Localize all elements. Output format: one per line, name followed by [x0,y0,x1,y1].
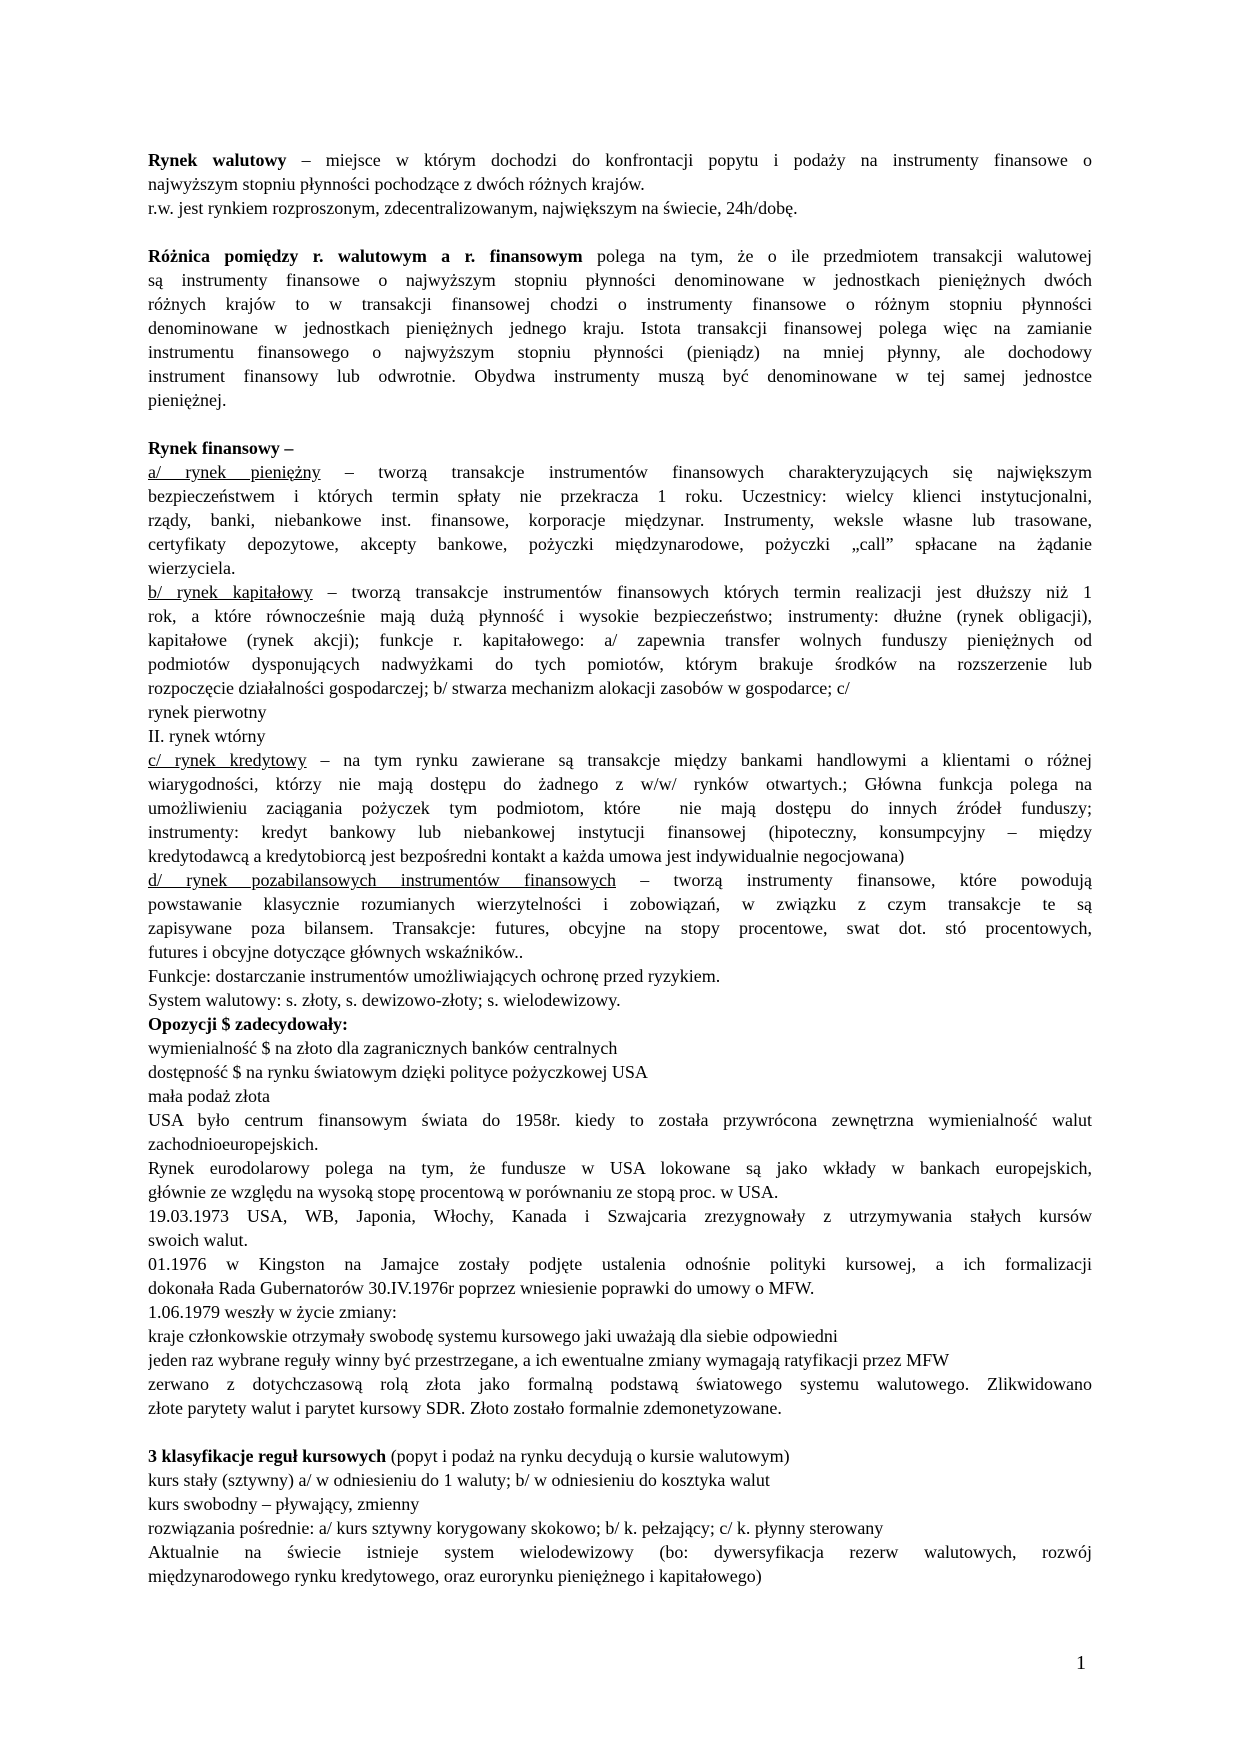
body-text: instrumenty: kredyt bankowy lub niebankowej instytucji finansowej (hipoteczny, konsumpcyjny – między [148,822,1092,842]
text-line [148,244,1092,268]
text-line [148,1372,1092,1396]
text-line [148,1180,1092,1204]
text-line [148,532,1092,556]
body-text: 1.06.1979 weszły w życie zmiany: [148,1302,397,1322]
body-text: – tworzą transakcje instrumentów finansowych których termin realizacji jest dłuższy niż 1 [312,582,1092,602]
body-text: zachodnioeuropejskich. [148,1134,319,1154]
body-text: kapitałowe (rynek akcji); funkcje r. kapitałowego: a/ zapewnia transfer wolnych funduszy pieniężnych od [148,630,1092,650]
text-line [148,844,1092,868]
text-line [148,1204,1092,1228]
text-line [148,988,1092,1012]
body-text: kurs swobodny – pływający, zmienny [148,1494,420,1514]
text-line [148,1036,1092,1060]
text-line [148,1060,1092,1084]
text-line [148,820,1092,844]
text-line [148,1468,1092,1492]
body-text: zerwano z dotychczasową rolą złota jako formalną podstawą światowego systemu walutowego. Zlikwidowano [148,1374,1092,1394]
body-text: rozpoczęcie działalności gospodarczej; b/ stwarza mechanizm alokacji zasobów w gospodarce; c/ [148,678,850,698]
body-text: wymienialność $ na złoto dla zagranicznych banków centralnych [148,1038,618,1058]
text-line [148,892,1092,916]
text-line [148,364,1092,388]
body-text: II. rynek wtórny [148,726,266,746]
text-line [148,1324,1092,1348]
text-line [148,1564,1092,1588]
text-line [148,316,1092,340]
text-line [148,604,1092,628]
blank-line [148,220,1092,244]
body-text: (popyt i podaż na rynku decydują o kursie walutowym) [386,1446,790,1466]
body-text: wierzyciela. [148,558,236,578]
underlined-term-text: a/ rynek pieniężny [148,462,321,482]
body-text: podmiotów dysponujących nadwyżkami do tych pomiotów, którym brakuje środków na rozszerzenie lub [148,654,1092,674]
body-text: instrumentu finansowego o najwyższym stopniu płynności (pieniądz) na mniej płynny, ale dochodowy [148,342,1092,362]
underlined-term-text: c/ rynek kredytowy [148,750,307,770]
body-text: USA było centrum finansowym świata do 1958r. kiedy to została przywrócona zewnętrzna wymienialność walut [148,1110,1092,1130]
text-line [148,580,1092,604]
text-line [148,1156,1092,1180]
body-text: kurs stały (sztywny) a/ w odniesieniu do 1 waluty; b/ w odniesieniu do kosztyka walut [148,1470,770,1490]
body-text: kredytodawcą a kredytobiorcą jest bezpośredni kontakt a każda umowa jest indywidualnie negocjowana) [148,846,905,866]
text-line [148,1540,1092,1564]
text-line [148,484,1092,508]
text-line [148,1516,1092,1540]
text-line [148,1492,1092,1516]
body-text: głównie ze względu na wysoką stopę procentową w porównaniu ze stopą proc. w USA. [148,1182,779,1202]
text-line [148,436,1092,460]
text-line [148,1348,1092,1372]
body-text: bezpieczeństwem i których termin spłaty nie przekracza 1 roku. Uczestnicy: wielcy klienci instytucjonalni, [148,486,1092,506]
text-line [148,940,1092,964]
body-text: 19.03.1973 USA, WB, Japonia, Włochy, Kanada i Szwajcaria zrezygnowały z utrzymywania stałych kursów [148,1206,1092,1226]
body-text: rynek pierwotny [148,702,267,722]
body-text: są instrumenty finansowe o najwyższym stopniu płynności denominowane w jednostkach pieniężnych dwóch [148,270,1092,290]
body-text: różnych krajów to w transakcji finansowej chodzi o instrumenty finansowe o różnym stopniu płynności [148,294,1092,314]
blank-line [148,412,1092,436]
bold-heading-text: Rynek walutowy [148,150,287,170]
body-text: polega na tym, że o ile przedmiotem transakcji walutowej [582,246,1092,266]
body-text: międzynarodowego rynku kredytowego, oraz eurorynku pieniężnego i kapitałowego) [148,1566,762,1586]
text-line [148,964,1092,988]
body-text: najwyższym stopniu płynności pochodzące z dwóch różnych krajów. [148,174,645,194]
text-line [148,1012,1092,1036]
body-text: rok, a które równocześnie mają dużą płynność i wysokie bezpieczeństwo; instrumenty: dłużne (rynek obligacji), [148,606,1092,626]
text-line [148,748,1092,772]
text-line [148,676,1092,700]
body-text: – na tym rynku zawierane są transakcje między bankami handlowymi a klientami o różnej [306,750,1092,770]
text-line [148,1084,1092,1108]
text-line [148,1252,1092,1276]
text-line [148,772,1092,796]
text-line [148,1276,1092,1300]
body-text: 01.1976 w Kingston na Jamajce zostały podjęte ustalenia odnośnie polityki kursowej, a ich formalizacji [148,1254,1092,1274]
text-line [148,724,1092,748]
text-line [148,1132,1092,1156]
body-text: pieniężnej. [148,390,227,410]
text-line [148,196,1092,220]
bold-heading-text: Różnica pomiędzy r. walutowym a r. finansowym [148,246,583,266]
body-text: Funkcje: dostarczanie instrumentów umożliwiających ochronę przed ryzykiem. [148,966,721,986]
body-text: System walutowy: s. złoty, s. dewizowo-złoty; s. wielodewizowy. [148,990,621,1010]
body-text: rządy, banki, niebankowe inst. finansowe, korporacje międzynar. Instrumenty, weksle własne lub trasowane, [148,510,1092,530]
body-text: dostępność $ na rynku światowym dzięki polityce pożyczkowej USA [148,1062,648,1082]
document-body [148,148,1092,1588]
page-number: 1 [1076,1652,1086,1674]
text-line [148,388,1092,412]
text-line [148,292,1092,316]
body-text: Rynek eurodolarowy polega na tym, że fundusze w USA lokowane są jako wkłady w bankach europejskich, [148,1158,1092,1178]
text-line [148,556,1092,580]
text-line [148,916,1092,940]
body-text: – miejsce w którym dochodzi do konfrontacji popytu i podaży na instrumenty finansowe o [286,150,1092,170]
body-text: kraje członkowskie otrzymały swobodę systemu kursowego jaki uważają dla siebie odpowiedni [148,1326,838,1346]
text-line [148,508,1092,532]
text-line [148,1396,1092,1420]
body-text: zapisywane poza bilansem. Transakcje: futures, obcyjne na stopy procentowe, swat dot. stó procentowych, [148,918,1092,938]
body-text: swoich walut. [148,1230,248,1250]
body-text: – tworzą transakcje instrumentów finansowych charakteryzujących się największym [320,462,1092,482]
text-line [148,148,1092,172]
bold-heading-text: 3 klasyfikacje reguł kursowych [148,1446,387,1466]
body-text: mała podaż złota [148,1086,270,1106]
body-text: umożliwieniu zaciągania pożyczek tym podmiotom, które nie mają dostępu do innych źródeł funduszy; [148,798,1092,818]
text-line [148,460,1092,484]
body-text: dokonała Rada Gubernatorów 30.IV.1976r poprzez wniesienie poprawki do umowy o MFW. [148,1278,815,1298]
text-line [148,628,1092,652]
body-text: futures i obcyjne dotyczące głównych wskaźników.. [148,942,524,962]
text-line [148,1444,1092,1468]
body-text: złote parytety walut i parytet kursowy SDR. Złoto zostało formalnie zdemonetyzowane. [148,1398,782,1418]
body-text: instrument finansowy lub odwrotnie. Obydwa instrumenty muszą być denominowane w tej samej jednostce [148,366,1092,386]
bold-heading-text: Opozycji $ zadecydowały: [148,1014,348,1034]
body-text: denominowane w jednostkach pieniężnych jednego kraju. Istota transakcji finansowej polega więc na zamianie [148,318,1092,338]
underlined-term-text: d/ rynek pozabilansowych instrumentów finansowych [148,870,616,890]
body-text: r.w. jest rynkiem rozproszonym, zdecentralizowanym, największym na świecie, 24h/dobę. [148,198,798,218]
text-line [148,1228,1092,1252]
bold-heading-text: Rynek finansowy – [148,438,294,458]
body-text: jeden raz wybrane reguły winny być przestrzegane, a ich ewentualne zmiany wymagają ratyfikacji przez MFW [148,1350,950,1370]
text-line [148,268,1092,292]
body-text: wiarygodności, którzy nie mają dostępu do żadnego z w/w/ rynków otwartych.; Główna funkcja polega na [148,774,1092,794]
text-line [148,340,1092,364]
text-line [148,868,1092,892]
blank-line [148,1420,1092,1444]
text-line [148,796,1092,820]
body-text: Aktualnie na świecie istnieje system wielodewizowy (bo: dywersyfikacja rezerw walutowych, rozwój [148,1542,1092,1562]
body-text: rozwiązania pośrednie: a/ kurs sztywny korygowany skokowo; b/ k. pełzający; c/ k. płynny sterowany [148,1518,884,1538]
underlined-term-text: b/ rynek kapitałowy [148,582,313,602]
text-line [148,172,1092,196]
text-line [148,700,1092,724]
body-text: certyfikaty depozytowe, akcepty bankowe, pożyczki międzynarodowe, pożyczki „call” spłacane na żądanie [148,534,1092,554]
text-line [148,1108,1092,1132]
text-line [148,652,1092,676]
text-line [148,1300,1092,1324]
body-text: powstawanie klasycznie rozumianych wierzytelności i zobowiązań, w związku z czym transakcje te są [148,894,1092,914]
body-text: – tworzą instrumenty finansowe, które powodują [615,870,1092,890]
